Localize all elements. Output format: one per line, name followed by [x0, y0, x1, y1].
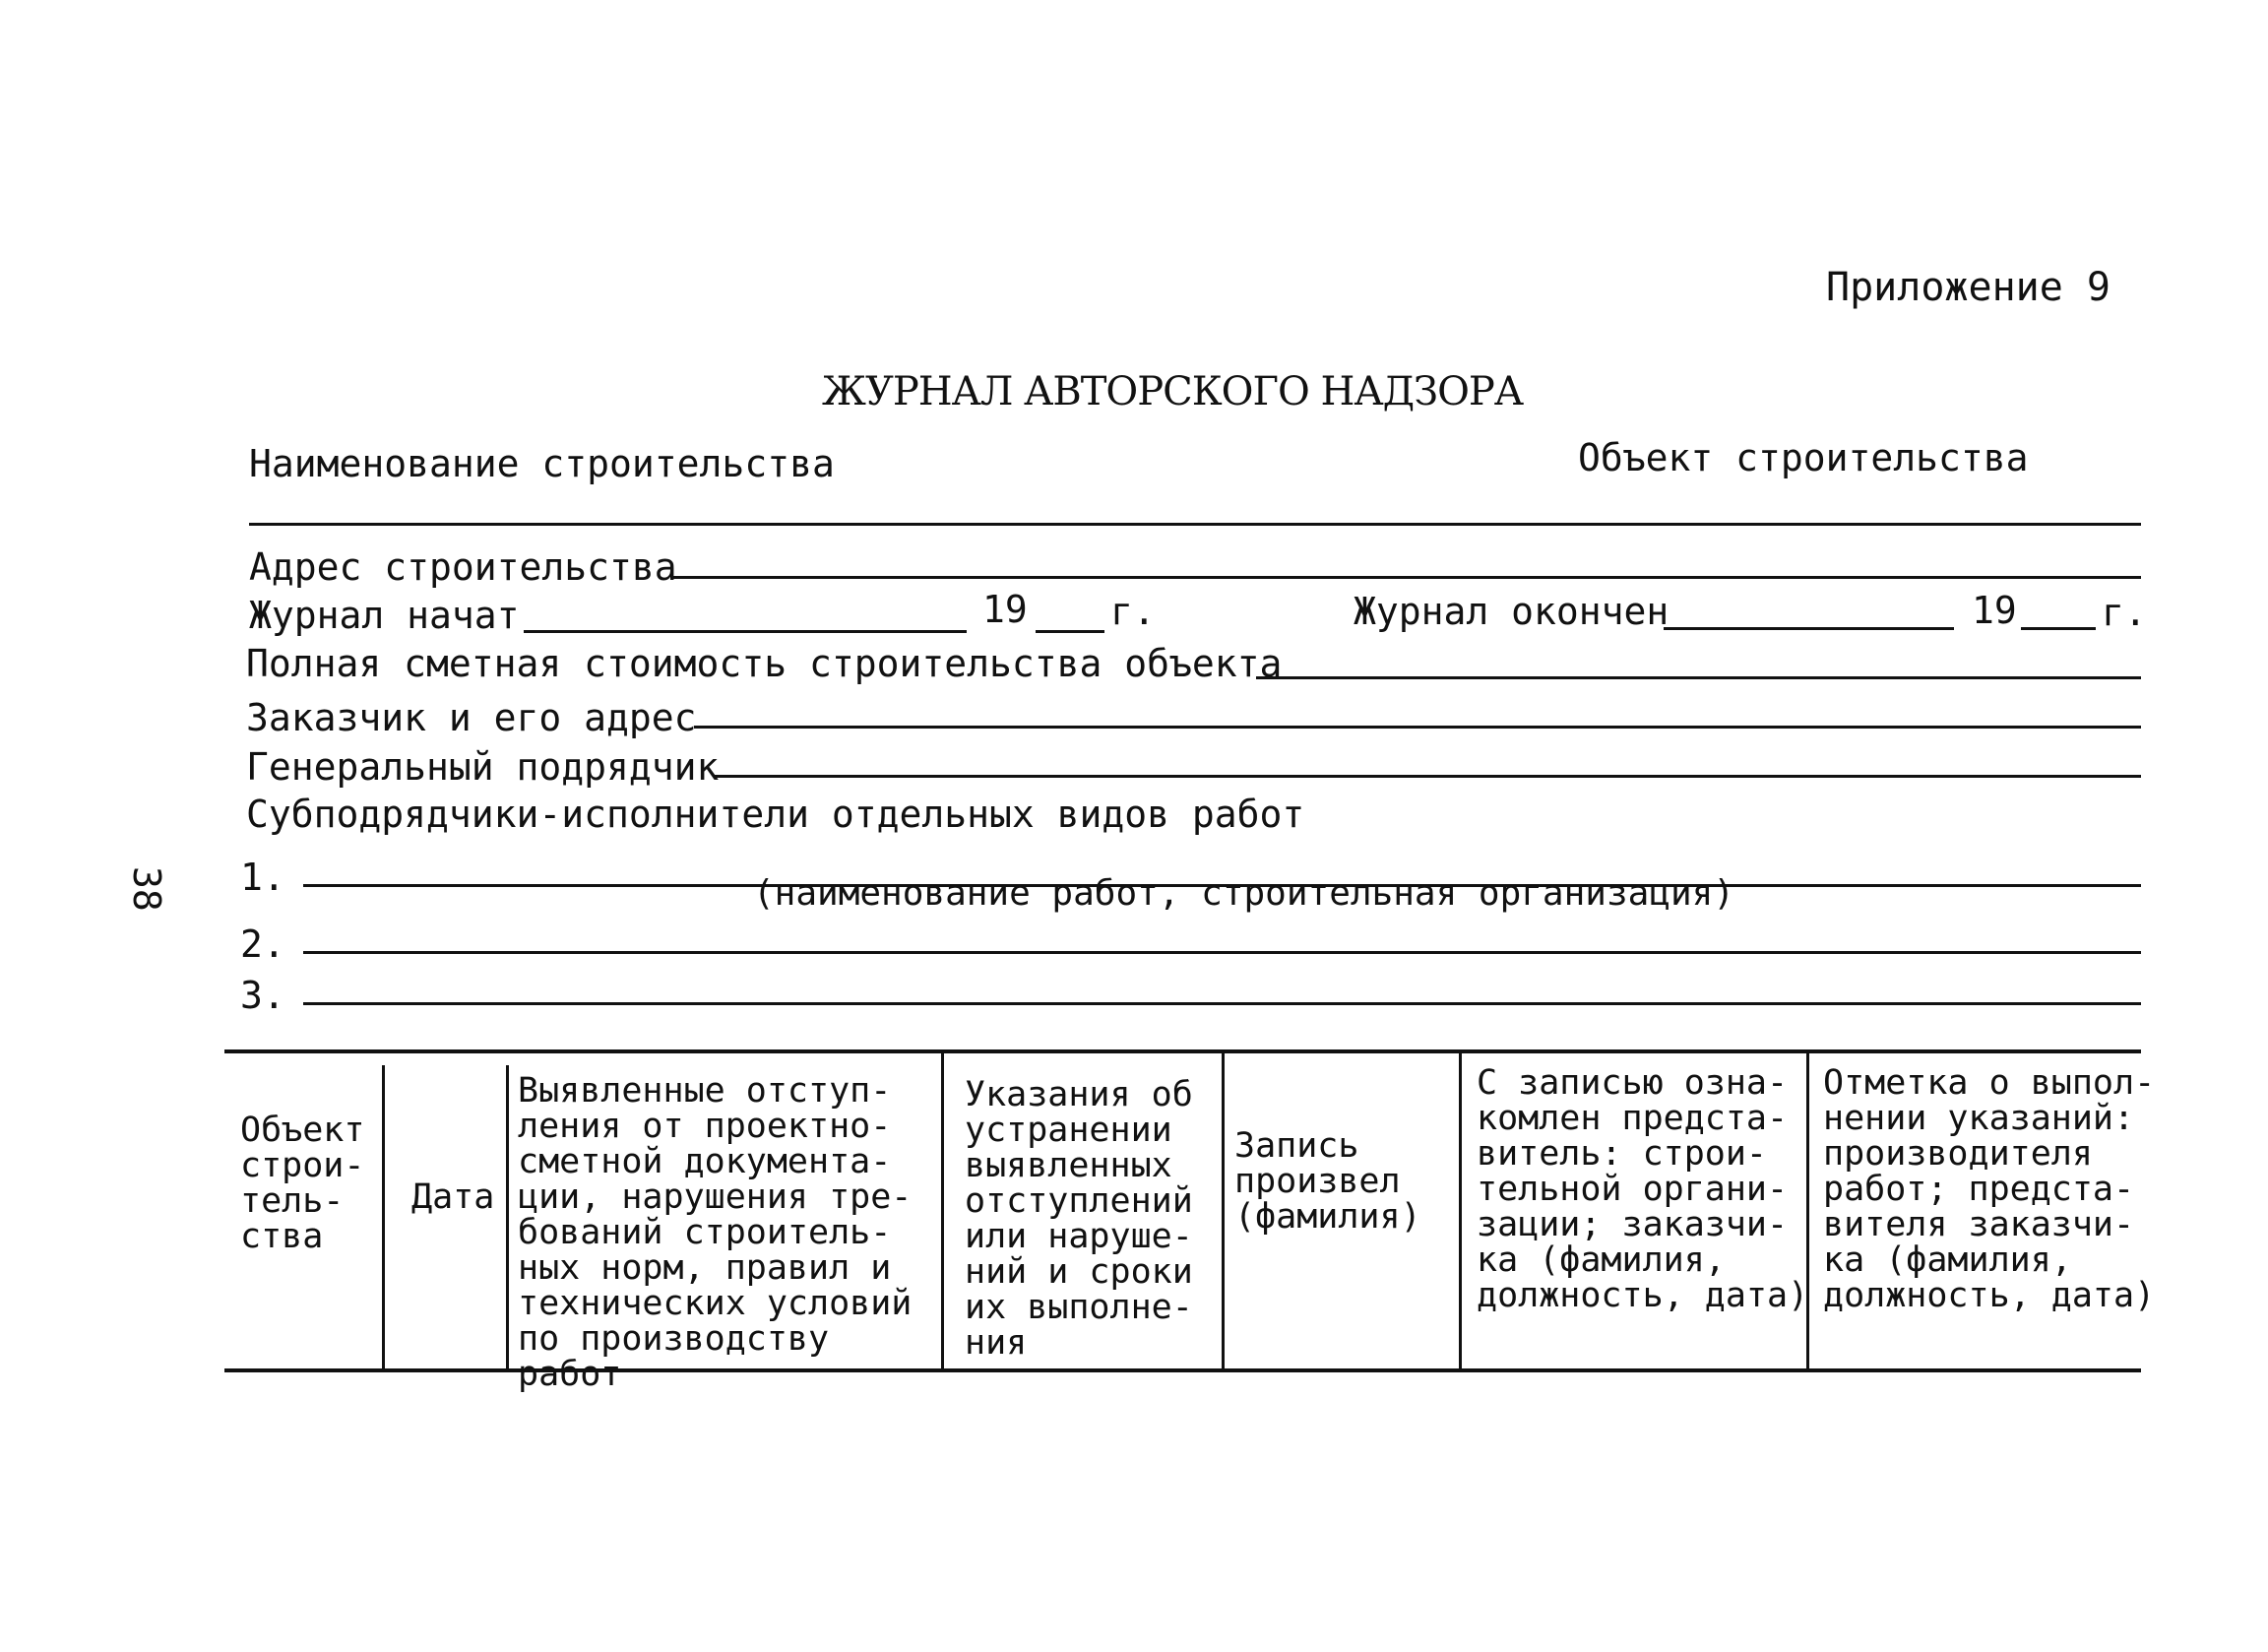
- header-line: технических условий: [518, 1284, 913, 1324]
- col-header-record-made-by: [1234, 1126, 1421, 1238]
- construction-name-underline[interactable]: [249, 523, 2141, 526]
- col-header-instructions: [965, 1075, 1193, 1364]
- header-line: или наруше-: [965, 1217, 1193, 1257]
- subcontractors-label: Субподрядчики-исполнители отдельных видов работ: [246, 793, 1305, 836]
- header-line: произвел: [1234, 1162, 1401, 1202]
- header-line: нении указаний:: [1823, 1099, 2135, 1139]
- table-top-border: [224, 1049, 2141, 1053]
- journal-started-underline[interactable]: [524, 630, 967, 633]
- table-divider-3: [941, 1049, 944, 1370]
- header-line: сметной документа-: [518, 1142, 892, 1182]
- header-line: Дата: [411, 1177, 495, 1217]
- header-line: отступлений: [965, 1181, 1193, 1222]
- general-contractor-underline[interactable]: [714, 775, 2141, 778]
- header-line: ства: [240, 1217, 324, 1257]
- journal-title: ЖУРНАЛ АВТОРСКОГО НАДЗОРА: [822, 369, 1524, 414]
- header-line: зации; заказчи-: [1477, 1205, 1789, 1245]
- header-line: вителя заказчи-: [1823, 1205, 2135, 1245]
- header-line: Указания об: [965, 1075, 1193, 1114]
- header-line: комлен предста-: [1477, 1099, 1789, 1139]
- header-line: по производству: [518, 1319, 830, 1360]
- customer-underline[interactable]: [694, 726, 2141, 729]
- subcontractor-2-underline[interactable]: [303, 951, 2141, 954]
- subcontractor-number-3: 3.: [240, 974, 285, 1017]
- table-divider-5: [1459, 1049, 1462, 1370]
- header-line: ний и сроки: [965, 1252, 1193, 1293]
- header-line: ных норм, правил и: [518, 1248, 892, 1289]
- full-cost-underline[interactable]: [1256, 676, 2141, 679]
- header-line: работ: [518, 1355, 622, 1395]
- header-line: ции, нарушения тре-: [518, 1177, 913, 1218]
- address-underline[interactable]: [672, 576, 2141, 579]
- header-line: Объект: [240, 1111, 365, 1150]
- table-divider-2: [506, 1065, 509, 1370]
- header-line: (фамилия): [1234, 1197, 1421, 1238]
- header-line: Выявленные отступ-: [518, 1071, 892, 1111]
- header-line: устранении: [965, 1111, 1172, 1151]
- table-bottom-border: [224, 1368, 2141, 1372]
- header-line: производителя: [1823, 1134, 2093, 1175]
- address-label: Адрес строительства: [249, 545, 677, 589]
- page-number: 38: [125, 866, 168, 912]
- header-line: С записью озна-: [1477, 1063, 1789, 1103]
- general-contractor-label: Генеральный подрядчик: [246, 745, 720, 789]
- header-line: ка (фамилия,: [1477, 1240, 1726, 1281]
- journal-started-year: 19: [982, 588, 1028, 631]
- header-line: ния: [965, 1323, 1028, 1364]
- header-line: бований строитель-: [518, 1213, 892, 1253]
- journal-ended-underline[interactable]: [1664, 627, 1954, 630]
- header-line: ления от проектно-: [518, 1107, 892, 1147]
- header-line: должность, дата): [1477, 1276, 1809, 1316]
- subcontractor-3-underline[interactable]: [303, 1002, 2141, 1005]
- header-line: работ; предста-: [1823, 1170, 2135, 1210]
- header-line: Отметка о выпол-: [1823, 1063, 2156, 1103]
- header-line: их выполне-: [965, 1288, 1193, 1328]
- subcontractor-number-2: 2.: [240, 922, 285, 966]
- journal-started-year-suffix: г.: [1110, 590, 1156, 633]
- subcontractor-number-1: 1.: [240, 856, 285, 899]
- journal-started-year-underline[interactable]: [1036, 630, 1104, 633]
- table-divider-1: [382, 1065, 385, 1370]
- construction-name-label: Наименование строительства: [249, 442, 835, 485]
- subcontractor-hint: (наименование работ, строительная организация): [753, 873, 1734, 914]
- table-divider-4: [1222, 1049, 1225, 1370]
- col-header-acknowledged: [1477, 1063, 1809, 1316]
- col-header-date: [411, 1179, 494, 1215]
- full-cost-label: Полная сметная стоимость строительства объекта: [246, 642, 1283, 685]
- journal-ended-label: Журнал окончен: [1354, 590, 1670, 633]
- col-header-deviations: [518, 1071, 913, 1395]
- customer-label: Заказчик и его адрес: [246, 696, 697, 739]
- header-line: витель: строи-: [1477, 1134, 1768, 1175]
- journal-ended-year-suffix: г.: [2102, 591, 2147, 634]
- header-line: тель-: [240, 1181, 345, 1222]
- journal-ended-year-underline[interactable]: [2021, 627, 2096, 630]
- journal-ended-year: 19: [1972, 589, 2017, 632]
- col-header-completion-mark: [1823, 1063, 2156, 1316]
- construction-object-label: Объект строительства: [1578, 436, 2029, 479]
- header-line: должность, дата): [1823, 1276, 2156, 1316]
- header-line: выявленных: [965, 1146, 1172, 1186]
- appendix-label: Приложение 9: [1826, 265, 2110, 310]
- col-header-object: [240, 1111, 365, 1257]
- header-line: Запись: [1234, 1126, 1359, 1166]
- header-line: ка (фамилия,: [1823, 1240, 2072, 1281]
- journal-started-label: Журнал начат: [249, 594, 520, 637]
- header-line: строи-: [240, 1146, 365, 1186]
- header-line: тельной органи-: [1477, 1170, 1789, 1210]
